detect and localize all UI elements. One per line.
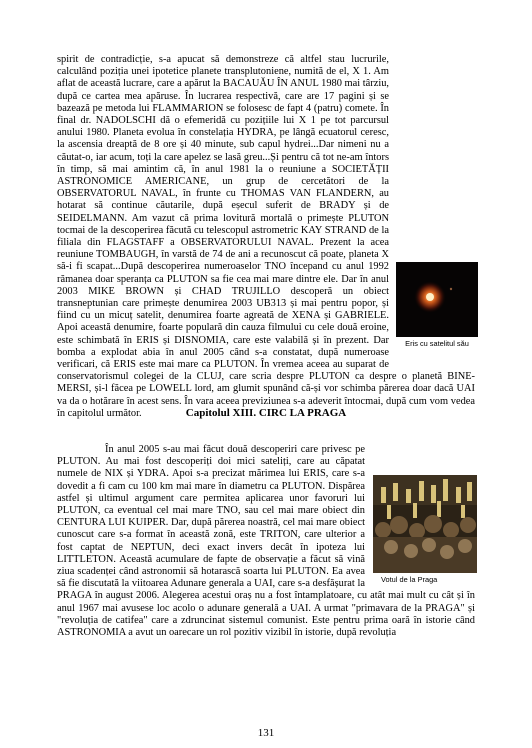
figure-spacer xyxy=(389,262,475,360)
eris-caption: Eris cu satelitul său xyxy=(405,339,469,348)
page-number: 131 xyxy=(257,727,275,739)
chapter-title: Capitolul XIII. CIRC LA PRAGA xyxy=(185,407,347,419)
vote-caption: Votul de la Praga xyxy=(381,575,438,584)
paragraph-2-text: În anul 2005 s-au mai făcut două descoperiri care privesc pe PLUTON. Au mai fost descoperiți doi mici sateliți, care au căpatat numele de NIX și YDRA. Apoi s-a precizat mărimea lui ERIS, care s-a dovedit a fi cam cu 100 km mai mare în diametru ca PLUTON. Dispărea astfel și ultimul argument care permitea aplicarea unor favoruri lui PLUTON, ca eventual cel mai mare TNO, sau cel mai mare obiect din CENTURA LUI KUIPER. Dar, după părerea noastră, cel mai mare obiect cunoscut care s-a format în această zonă, este TRITON, care ulterior a fost captat de NEPTUN, deci exact invers decât în ipoteza lui LITTLETON. Această acumulare de fapte de observație a făcut să vină ziua scadenței când astronomii să hotarască soarta lui PLUTON. Ea avea să fie discutată la viitoarea Adunare generala a UAI, care s-a desfășurat la PRAGA în august 2006. Alegerea acestui oraș nu a fost întamplatoare, cu atât mai mult cu cât și în anul 1967 mai avusese loc acolo o adunare generală a UAI. A urmat "primavara de la PRAGA" și "revoluția de catifea" care a zdruncinat sistemul comunist. Este pentru prima oară în istorie când ASTRONOMIA a avut un oarecare un rol pozitiv vizibil în istorie, după revoluția xyxy=(57,444,475,639)
paragraph-1-text: spirit de contradicție, s-a apucat să demonstreze că altfel stau lucrurile, calculând poziția unei ipotetice planete transplutoniene, numită de el, X 1. Am aflat de această lucrare, care a apărut la BACAUĂU ÎN ANUL 1980 mai târziu, după ce cartea mea apăruse. În lucrarea respectivă, care are 17 pagini și se bazează pe metoda lui FLAMMARION se folosesc de fapt 4 (patru) comete. În final dr. NADOLSCHI dă o efemeridă cu pozițiile lui X 1 pe tot parcursul anului 1980. Planeta evolua în constelația HYDRA, pe lângă ecuatorul ceresc, la ascensia dreaptă de 8 ore și 40 minute, sub capul hydrei...Dar nimeni nu a căutat-o, iar acum, toți la care apelez se lasă greu...Și pentru că tot ne-am întors în timp, să mai amintim că, în anul 1981 la o reuniune a SOCIETĂȚII ASTRONOMICE AMERICANE, un grup de cercetători de la OBSERVATORUL NAVAL, în frunte cu THOMAS VAN FLANDERN, au hotarat să continue căutarile, după eșecul suferit de BRADY și de SEIDELMANN. Am vazut că prima lovitură mortală o primește PLUTON tocmai de la descoperirea făcută cu telescopul astrometric KAY STRAND de la filiala din FLAGSTAFF a OBSERVATORULUI NAVAL. Prezent la acea reuniune TOMBAUGH, în varstă de 74 de ani a recunoscut că poate, planeta X să-i fi scapat...După descoperirea numeroaselor TNO începand cu anul 1992 rămanea doar speranța ca PLUTON sa fie cea mai mare dintre ele. Dar în anul 2003 MIKE BROWN și CHAD TRUJILLO descoperă un obiect transneptunian care primește denumirea 2003 UB313 și mai pentru popor, și fiind cu un micuț satelit, denumirea foarte agreată de XENA și GABRIELE. Apoi această denumire, foarte populară din cauza filmului cu cele două eroine, este schimbată în ERIS și DISNOMIA, care este valabilă și în prezent. Dar bomba a explodat abia în anul 2005 când s-a constatat, după numeroase verificari, că ERIS este mai mare ca PLUTON. În vremea aceea au suparat de conservatorismul colegei de la CLUJ, care scria despre PLUTON ca despre o planetă BINE-MERSI, și-l făcea pe LOWELL lord, am glumit spunând că-și vor schimba părerea doar dacă UAI va da o hotărare în acest sens. În vara aceea previziunea s-a adeverit întocmai, după cum vom vedea în capitolul următor. xyxy=(57,54,475,419)
figure-spacer xyxy=(365,474,475,588)
paragraph-2 xyxy=(57,444,475,666)
